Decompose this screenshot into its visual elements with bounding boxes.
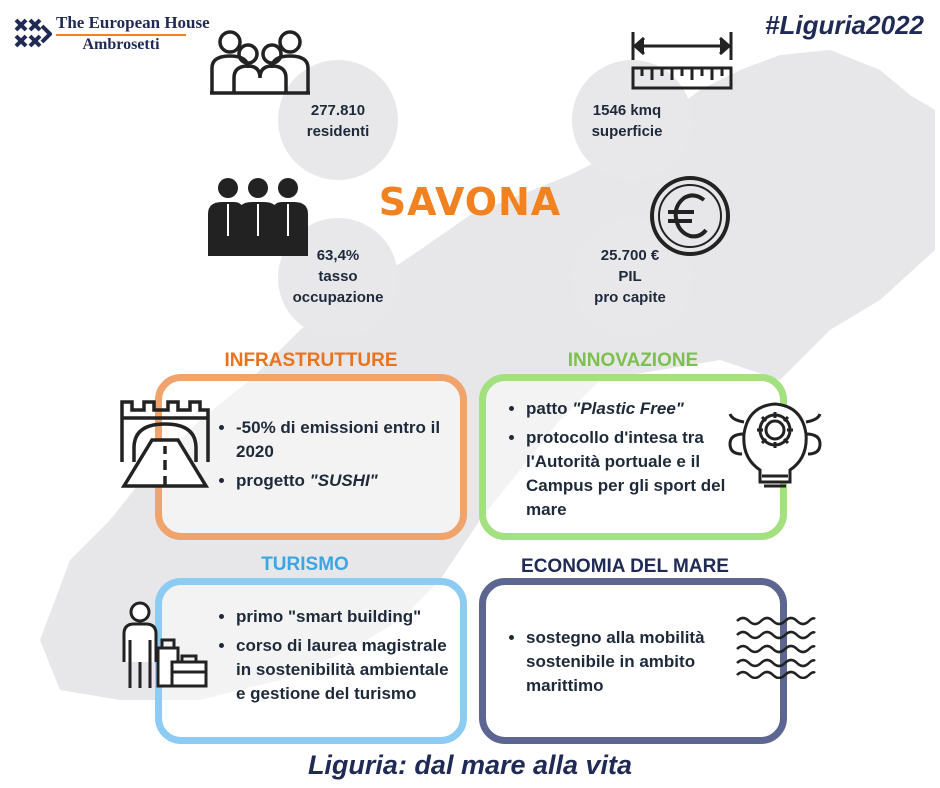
hashtag: #Liguria2022 bbox=[765, 10, 924, 40]
stat-gdp bbox=[555, 245, 705, 308]
traveler-luggage-icon bbox=[118, 600, 210, 690]
logo-text-line1: The European House bbox=[56, 13, 210, 32]
stat-residents-label: residenti bbox=[306, 123, 370, 140]
list-item: • corso di laurea magistrale in sostenibilità ambientale e gestione del turismo bbox=[236, 634, 454, 706]
list-item: • -50% di emissioni entro il 2020 bbox=[236, 416, 448, 464]
stat-gdp-value: 25.700 € bbox=[600, 247, 660, 264]
list-item-emphasis: "SUSHI" bbox=[309, 471, 378, 490]
ambrosetti-logo-icon bbox=[12, 16, 52, 52]
stat-employment bbox=[263, 245, 413, 308]
list-item-text: patto bbox=[526, 399, 568, 418]
economia-bullets bbox=[508, 626, 732, 703]
stat-residents bbox=[263, 100, 413, 142]
footer-slogan: Liguria: dal mare alla vita bbox=[307, 750, 633, 780]
list-item bbox=[526, 397, 744, 421]
section-title-innovazione: INNOVAZIONE bbox=[567, 350, 699, 371]
list-item: • protocollo d'intesa tra l'Autorità portuale e il Campus per gli sport del mare bbox=[526, 426, 744, 522]
stat-area-label: superficie bbox=[591, 123, 663, 140]
lightbulb-gear-icon bbox=[726, 392, 824, 492]
section-title-infrastrutture: INFRASTRUTTURE bbox=[224, 350, 398, 371]
stat-employment-label1: tasso bbox=[318, 268, 358, 285]
people-group-icon bbox=[208, 28, 312, 96]
list-item: • sostegno alla mobilità sostenibile in ambito marittimo bbox=[526, 626, 732, 698]
innovazione-bullets bbox=[508, 397, 744, 527]
stat-residents-value: 277.810 bbox=[310, 102, 366, 119]
section-title-economia: ECONOMIA DEL MARE bbox=[521, 556, 729, 577]
stat-employment-label2: occupazione bbox=[292, 289, 384, 306]
stat-area bbox=[552, 100, 702, 142]
waves-icon bbox=[735, 615, 817, 679]
stat-gdp-label1: PIL bbox=[618, 268, 642, 285]
list-item: • primo "smart building" bbox=[236, 605, 454, 629]
city-title: SAVONA bbox=[378, 180, 562, 224]
stat-gdp-label2: pro capite bbox=[594, 289, 666, 306]
stat-employment-value: 63,4% bbox=[316, 247, 360, 264]
tunnel-road-icon bbox=[118, 400, 212, 490]
logo-text-line2: Ambrosetti bbox=[82, 36, 160, 53]
turismo-bullets bbox=[218, 605, 454, 711]
stat-area-value: 1546 kmq bbox=[592, 102, 662, 119]
list-item bbox=[236, 469, 448, 493]
ruler-icon bbox=[630, 30, 734, 92]
section-title-turismo: TURISMO bbox=[261, 554, 349, 575]
list-item-emphasis: "Plastic Free" bbox=[572, 399, 684, 418]
list-item-text: progetto bbox=[236, 471, 305, 490]
infrastrutture-bullets bbox=[218, 416, 448, 498]
